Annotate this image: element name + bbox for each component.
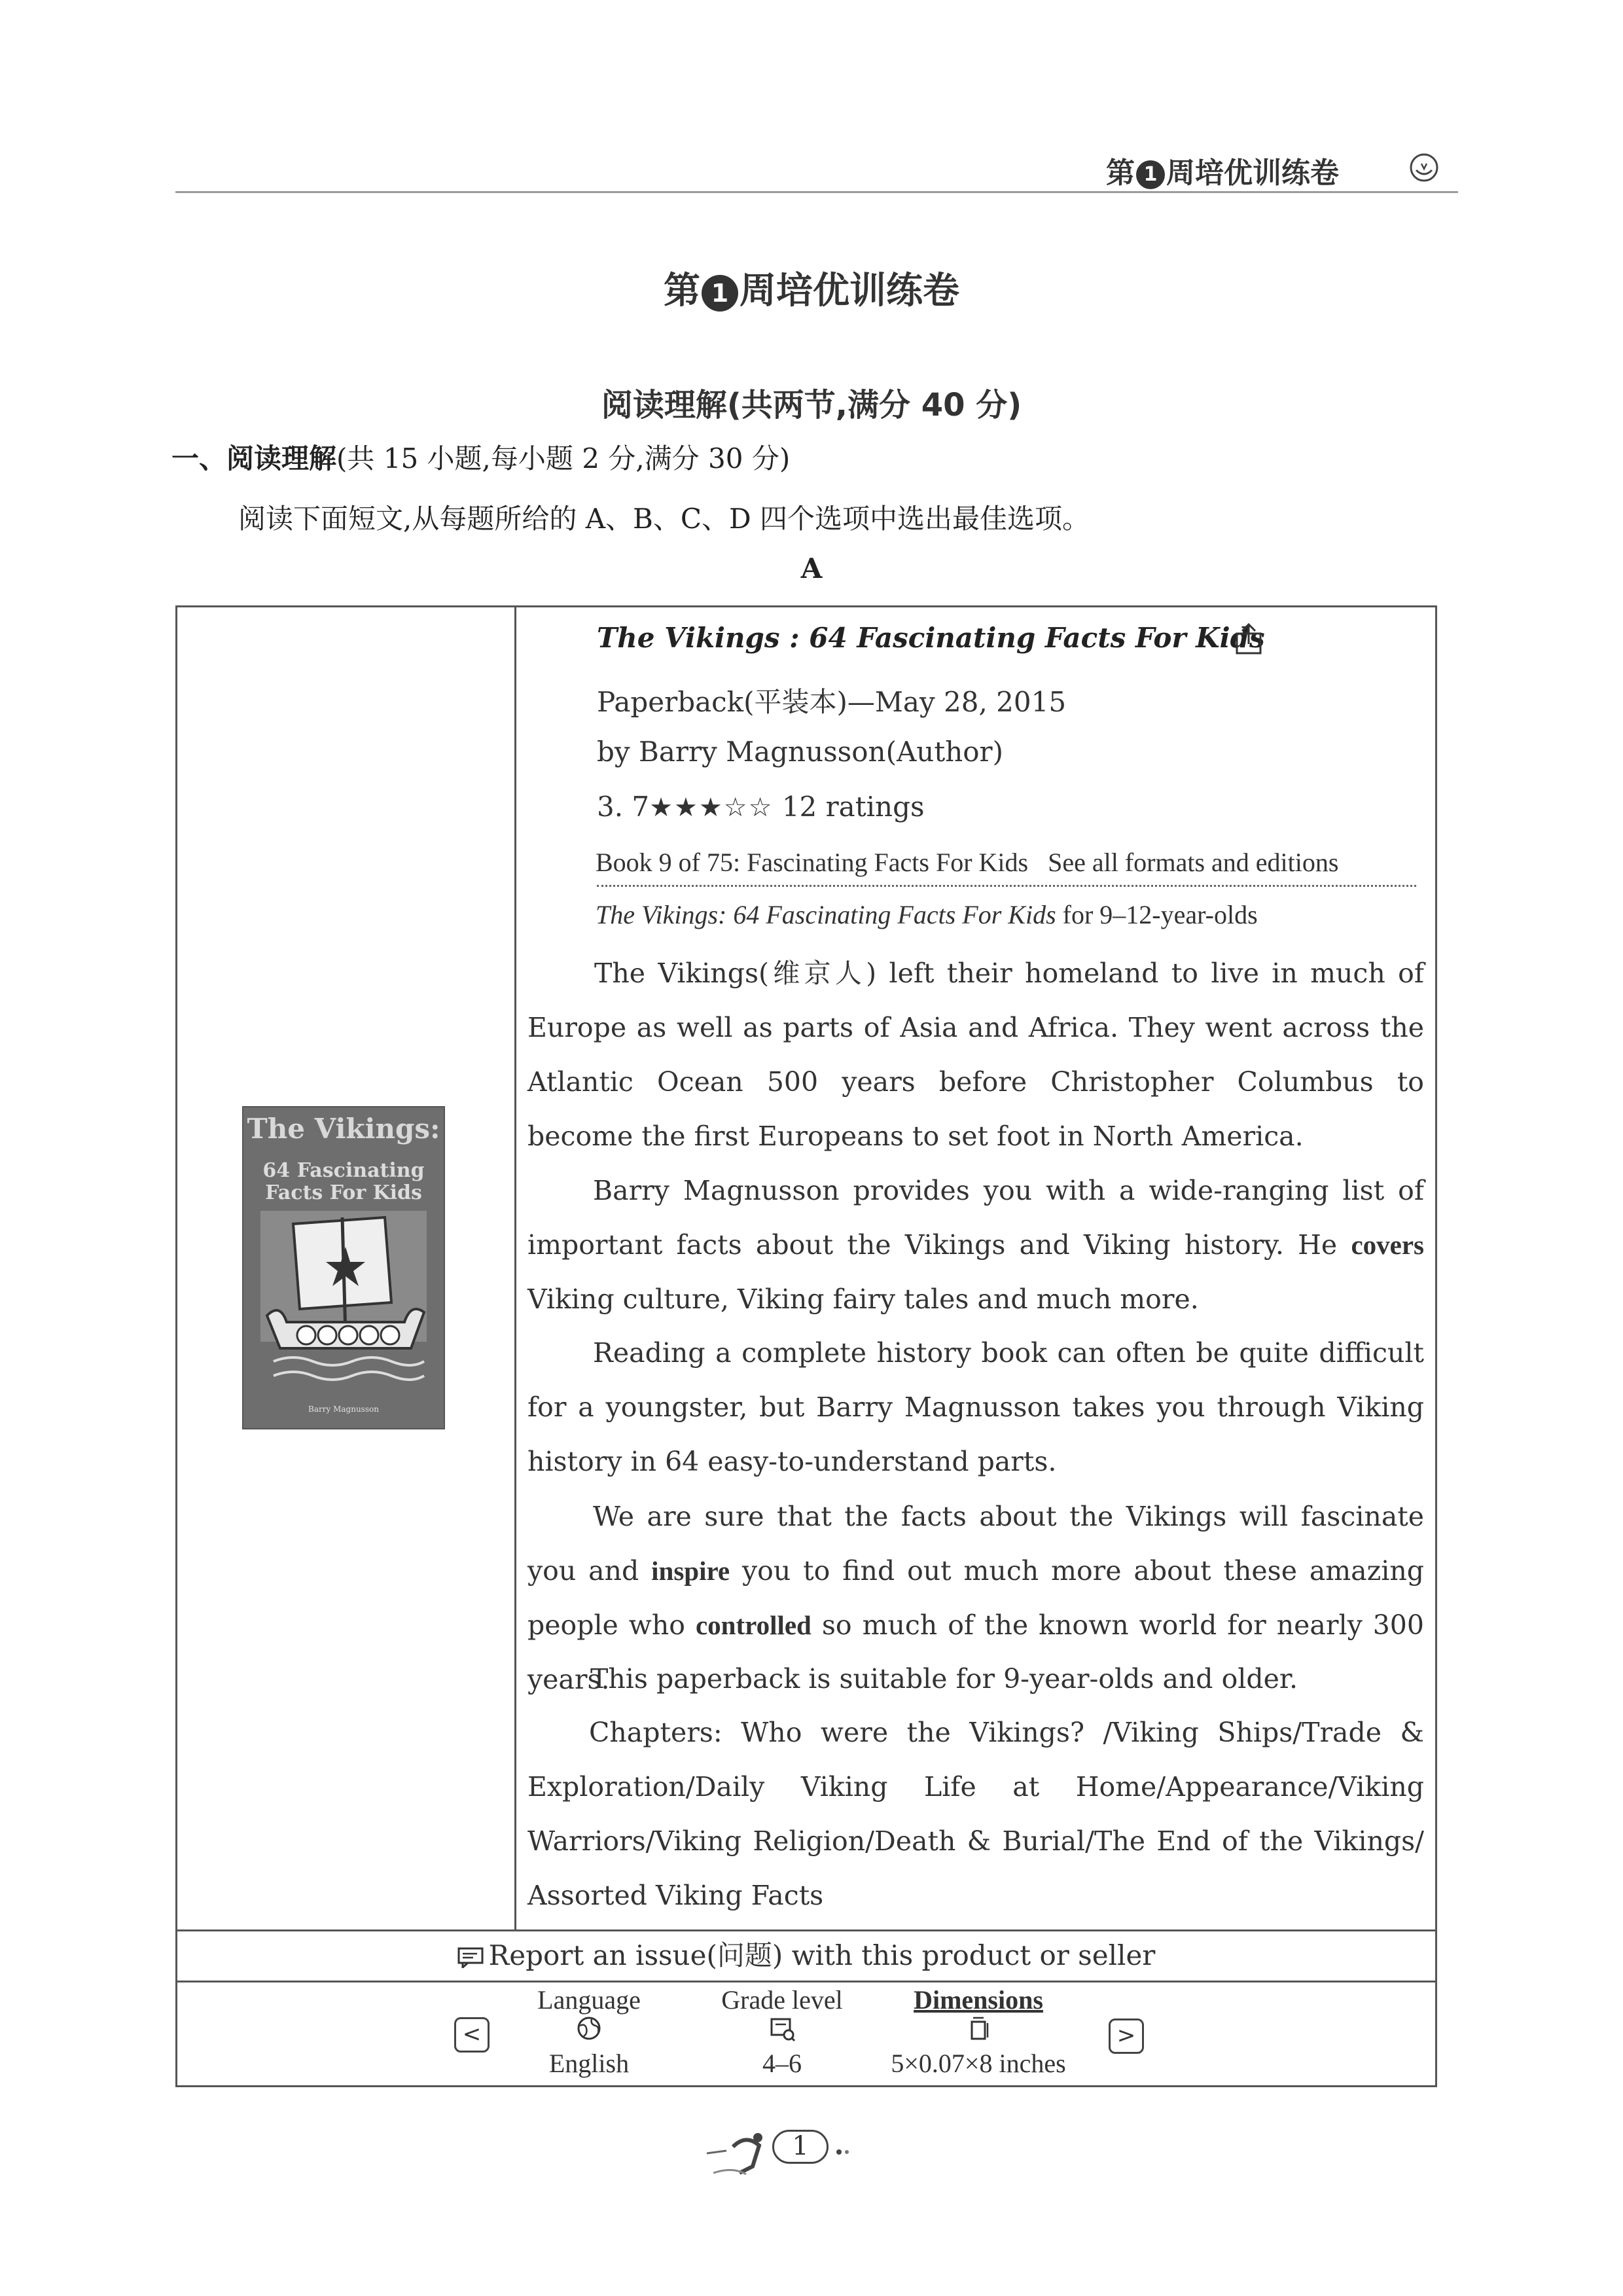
ratings-count[interactable]: 12 ratings: [781, 791, 925, 823]
detail-grade-level[interactable]: Grade level 4–6: [721, 1985, 843, 2078]
dotted-divider: [597, 885, 1416, 887]
cover-author: Barry Magnusson: [308, 1405, 379, 1414]
dimensions-icon: [965, 2015, 991, 2041]
page-title: 第 1 周培优训练卷: [664, 270, 959, 312]
instruction: 阅读下面短文,从每题所给的 A、B、C、D 四个选项中选出最佳选项。: [238, 503, 1090, 535]
cover-subtitle: 64 Fascinating Facts For Kids: [262, 1159, 425, 1204]
viking-ship-icon: [254, 1204, 433, 1394]
title-week-badge: 1: [702, 275, 738, 312]
emblem-icon: [1408, 152, 1440, 183]
detail-language[interactable]: Language English: [537, 1985, 641, 2078]
part-title: 一、阅读理解(共 15 小题,每小题 2 分,满分 30 分): [171, 442, 791, 475]
author-line: by Barry Magnusson(Author): [597, 736, 1004, 768]
rating-line: [597, 791, 925, 823]
passage-letter: A: [800, 552, 823, 584]
report-issue-row[interactable]: Report an issue(问题) with this product or seller: [175, 1932, 1437, 1979]
paragraph-5: This paperback is suitable for 9-year-olds and older.: [590, 1663, 1298, 1695]
keyword-inspire: inspire: [651, 1556, 730, 1586]
paragraph-2: Barry Magnusson provides you with a wide-ranging list of important facts about the Vikings and Viking history. He covers Viking culture, Viking fairy tales and much more.: [527, 1175, 1424, 1315]
carousel-prev-button[interactable]: <: [454, 2017, 490, 2053]
book-title[interactable]: The Vikings : 64 Fascinating Facts For Kids: [597, 622, 1265, 654]
paragraph-6: Chapters: Who were the Vikings? /Viking Ships/Trade & Exploration/Daily Viking Life at Home/Appearance/Viking Warriors/Viking Religion/Death & Burial/The End of the Vikings/ Assorted Viking Facts: [527, 1717, 1424, 1911]
series-line: Book 9 of 75: Fascinating Facts For Kids See all formats and editions: [596, 848, 1339, 877]
report-icon: [457, 1947, 484, 1968]
cover-title: The Vikings:: [247, 1113, 440, 1145]
rating-value: 3. 7: [597, 791, 650, 823]
formats-link[interactable]: See all formats and editions: [1048, 848, 1339, 877]
paragraph-4: We are sure that the facts about the Vikings will fascinate you and inspire you to find out much more about these amazing people who controlled so much of the known world for nearly 300 years.: [527, 1501, 1424, 1695]
star-rating-icon[interactable]: ★★★☆☆: [649, 793, 774, 823]
paragraph-1: The Vikings(维京人) left their homeland to live in much of Europe as well as parts of Asia and Africa. They went across the Atlantic Ocean 500 years before Christopher Columbus to become the first Europeans to set foot in North America.: [527, 958, 1424, 1152]
week-number-badge: 1: [1136, 160, 1165, 189]
tagline: The Vikings: 64 Fascinating Facts For Kids for 9–12-year-olds: [596, 900, 1258, 929]
column-divider: [514, 605, 516, 1931]
keyword-covers: covers: [1351, 1230, 1424, 1260]
carousel-next-button[interactable]: >: [1109, 2018, 1144, 2054]
report-divider-bottom: [175, 1981, 1437, 1982]
detail-dimensions[interactable]: Dimensions 5×0.07×8 inches: [891, 1985, 1066, 2078]
share-icon[interactable]: [1234, 622, 1263, 656]
grade-icon: [769, 2015, 795, 2041]
paragraph-3: Reading a complete history book can often be quite difficult for a youngster, but Barry Magnusson takes you through Viking history in 64 easy-to-understand parts.: [527, 1337, 1424, 1477]
running-header: 第 1 周培优训练卷: [1106, 156, 1339, 190]
page-number: 1: [772, 2130, 829, 2164]
section-title: 阅读理解(共两节,满分 40 分): [601, 387, 1022, 423]
globe-icon: [576, 2015, 602, 2041]
header-rule: [175, 191, 1458, 193]
format-line: Paperback(平装本)—May 28, 2015: [597, 686, 1067, 718]
keyword-controlled: controlled: [695, 1610, 812, 1640]
report-divider-top: [175, 1929, 1437, 1931]
